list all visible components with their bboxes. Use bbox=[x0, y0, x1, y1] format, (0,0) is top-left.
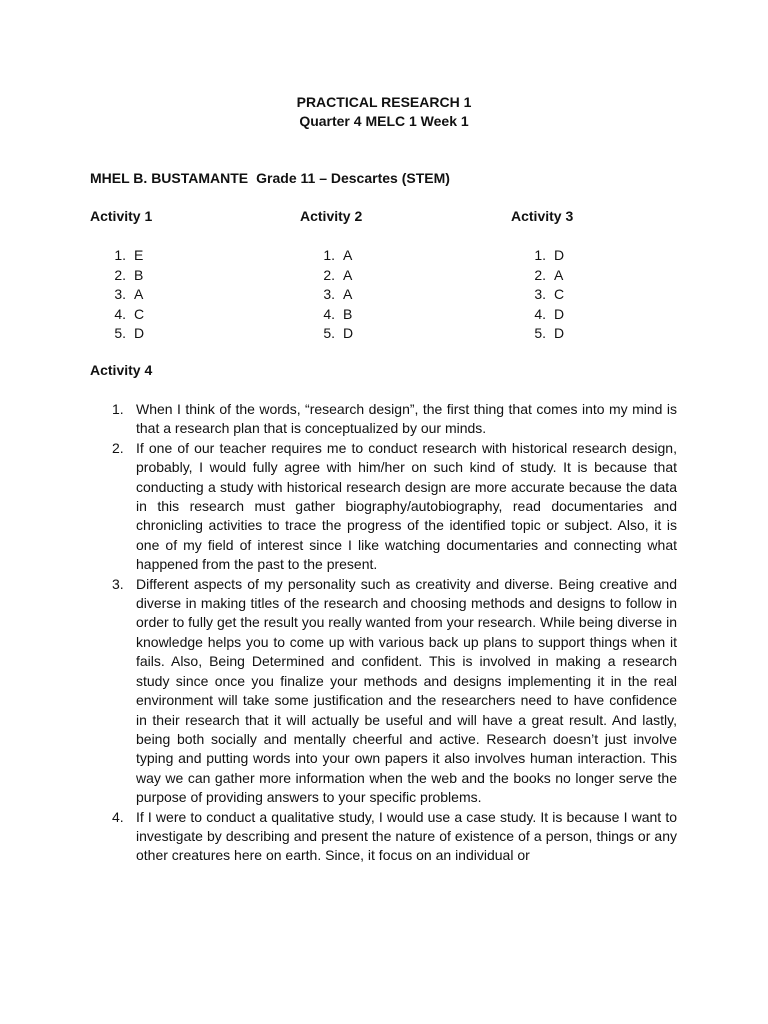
document-title: PRACTICAL RESEARCH 1 bbox=[296, 94, 472, 110]
answer-item: 2. A bbox=[534, 266, 564, 283]
item-text: When I think of the words, “research design”, the first thing that comes into my mind is that a research plan that is conceptualized by our minds. bbox=[136, 401, 677, 437]
item-number: 2. bbox=[112, 439, 124, 456]
answer-item: 5. D bbox=[114, 325, 145, 341]
answer-item: 2. A bbox=[323, 266, 353, 283]
activity-3-answers bbox=[524, 246, 564, 344]
item-text: Different aspects of my personality such as creativity and diverse. Being creative and diverse in making titles of the research and choosing methods and designs to follow in order to fully get the result you really wanted from your research. While being diverse in knowledge helps you to come up with various back up plans to support things when it fails. Also, Being Determined and confident. This is involved in making a research study since once you finalize your methods and designs implementing it in the real environment will take some justification and the researchers need to have confidence in their research that it will actually be useful and will have a great result. And lastly, being both socially and mentally cheerful and active. Research doesn’t just involve typing and putting words into your own papers it also involves human interaction. This way we can gather more information when the web and the books no longer serve the purpose of providing answers to your specific problems. bbox=[136, 575, 677, 806]
document-subtitle: Quarter 4 MELC 1 Week 1 bbox=[299, 113, 469, 129]
grade-section: Grade 11 – Descartes (STEM) bbox=[256, 170, 450, 186]
answer-item: 4. B bbox=[323, 305, 353, 322]
essay-item bbox=[112, 808, 677, 866]
item-text: If one of our teacher requires me to conduct research with historical research design, probably, I would fully agree with him/her on such kind of study. It is because that conducting a study with historical research design are more accurate because the data in this research must gather biography/autobiography, read documentaries and chronicling activities to trace the progress of the identified topic or subject. Also, it is one of my field of interest since I like watching documentaries and connecting what happened from the past to the present. bbox=[136, 439, 677, 573]
essay-item bbox=[112, 575, 677, 808]
answer-item: 4. D bbox=[534, 305, 565, 322]
student-name: MHEL B. BUSTAMANTE bbox=[90, 170, 249, 186]
item-number: 4. bbox=[112, 808, 124, 825]
item-number: 1. bbox=[112, 401, 124, 417]
essay-item bbox=[112, 400, 677, 439]
activity-4-heading: Activity 4 bbox=[90, 362, 153, 378]
item-text: If I were to conduct a qualitative study, I would use a case study. It is because I want to investigate by describing and present the nature of existence of a person, things or any other creatures here on earth. Since, it focus on an individual or bbox=[136, 808, 677, 864]
answer-item: 3. A bbox=[323, 286, 353, 302]
activity-3-heading: Activity 3 bbox=[511, 208, 574, 224]
activity-2-answers bbox=[313, 246, 353, 344]
answer-item: 1. D bbox=[534, 247, 565, 263]
answer-item: 4. C bbox=[114, 305, 145, 322]
answer-item: 1. E bbox=[114, 247, 144, 263]
answer-item: 5. D bbox=[323, 325, 354, 341]
activity-2-heading: Activity 2 bbox=[300, 208, 363, 224]
activity-1-answers bbox=[104, 246, 144, 344]
activity-1-heading: Activity 1 bbox=[90, 208, 153, 224]
item-number: 3. bbox=[112, 575, 124, 592]
answer-item: 5. D bbox=[534, 325, 565, 341]
answer-item: 2. B bbox=[114, 266, 144, 283]
student-info-line bbox=[90, 170, 450, 186]
answer-item: 3. C bbox=[534, 286, 565, 302]
answer-item: 3. A bbox=[114, 286, 144, 302]
answer-item: 1. A bbox=[323, 247, 353, 263]
activity-4-answers bbox=[112, 400, 677, 866]
essay-item bbox=[112, 439, 677, 575]
